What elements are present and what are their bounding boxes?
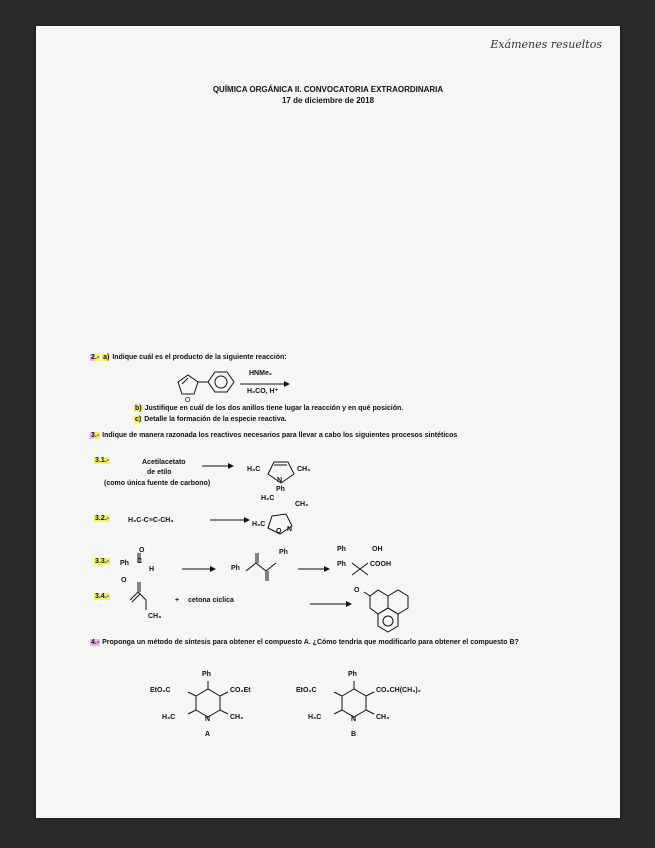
furan-ring: [178, 375, 198, 394]
q3-1-scheme: [198, 456, 328, 496]
phenanthrenone-ring-1: [370, 590, 388, 614]
compound-a-right: CO₂Et: [230, 687, 251, 694]
q2-part-b-label: b): [135, 405, 142, 412]
q3-1-start-line2: de etilo: [147, 469, 172, 476]
q3-4-ch3: CH₃: [148, 613, 162, 620]
q2-part-a-text: Indique cuál es el producto de la siguiente reacción:: [112, 354, 287, 361]
q2-part-a-label: a): [103, 354, 110, 361]
q3-4-plus: +: [175, 597, 180, 604]
q2-reagent-bottom: H₂CO, H⁺: [247, 388, 279, 395]
q3-1-label: 3.1.-: [95, 457, 110, 464]
q3-2-label: 3.2.-: [95, 515, 110, 522]
compound-b-label: B: [351, 731, 357, 738]
question-3: [90, 431, 457, 441]
q3-2-n: N: [287, 526, 293, 533]
q2-part-c-text: Detalle la formación de la especie reactiva.: [144, 416, 287, 423]
compound-a-ph: Ph: [202, 671, 211, 678]
q2-part-b: [134, 404, 403, 414]
q4-text: Proponga un método de síntesis para obtener el compuesto A. ¿Cómo tendría que modificarlo para obtener el compuesto B?: [102, 639, 519, 646]
q2-reagent-top: HNMe₂: [249, 370, 272, 377]
q3-3-ph4: Ph: [337, 546, 346, 553]
question-2: [90, 353, 287, 363]
q3-1-n: N: [277, 477, 283, 484]
compound-b-left: EtO₂C: [296, 687, 317, 694]
exam-title-line1: QUÍMICA ORGÁNICA II. CONVOCATORIA EXTRAORDINARIA: [212, 85, 444, 94]
compound-a-n: N: [205, 716, 211, 723]
q3-2-h3c-bottom: H₃C: [252, 521, 266, 528]
q3-number: 3.-: [91, 432, 100, 439]
q3-text: Indique de manera razonada los reactivos necesarios para llevar a cabo los siguientes procesos sintéticos: [102, 432, 458, 439]
q3-3-label: 3.3.-: [95, 558, 110, 565]
q2-part-c: [134, 415, 287, 425]
exam-page: [36, 26, 620, 818]
compound-a-ch3: CH₃: [230, 714, 244, 721]
q3-2-h3c-top: H₃C: [261, 495, 275, 502]
q3-3-ph3: Ph: [279, 549, 288, 556]
q2-number: 2.-: [91, 354, 100, 361]
q3-3-oh: OH: [372, 546, 383, 553]
q3-1-ph: Ph: [276, 486, 285, 493]
q3-3-h: H: [149, 566, 155, 573]
q2-part-c-label: c): [135, 416, 142, 423]
compound-a-structure: [156, 676, 276, 746]
bleed-through-text: [286, 132, 288, 139]
exam-title-date: 17 de diciembre de 2018: [281, 96, 375, 105]
compound-a-left: EtO₂C: [150, 687, 171, 694]
q3-4-label: 3.4.-: [95, 593, 110, 600]
q3-2-ch3: CH₃: [295, 501, 309, 508]
handwritten-note: Exámenes resueltos: [490, 38, 602, 51]
q3-1-ch3: CH₃: [297, 466, 311, 473]
q3-2-start: H₃C-C≡C-CH₃: [128, 517, 174, 524]
q3-3-c: C: [137, 558, 143, 565]
phenanthrenone-ring-2: [388, 590, 408, 614]
q3-3-o: O: [139, 547, 145, 554]
exam-title: [36, 84, 620, 106]
q3-1-start-line3: (como única fuente de carbono): [104, 480, 211, 487]
question-4: [90, 638, 560, 648]
phenanthrenone-ring-3: [378, 608, 398, 632]
q3-2-o: O: [276, 528, 282, 535]
q2-part-b-text: Justifique en cuál de los dos anillos tiene lugar la reacción y en qué posición.: [144, 405, 404, 412]
q3-3-ph2: Ph: [231, 565, 240, 572]
q3-4-reagent: cetona cíclica: [188, 597, 234, 604]
compound-b-ph: Ph: [348, 671, 357, 678]
compound-b-n: N: [351, 716, 357, 723]
q3-3-ph5: Ph: [337, 561, 346, 568]
q3-3-ph1: Ph: [120, 560, 129, 567]
q3-3-cooh: COOH: [370, 561, 391, 568]
compound-b-right: CO₂CH(CH₃)₂: [376, 687, 421, 694]
q4-number: 4.-: [91, 639, 100, 646]
compound-a-ring: [196, 689, 220, 717]
compound-b-h3c: H₃C: [308, 714, 322, 721]
compound-a-label: A: [205, 731, 211, 738]
q3-4-product-o: O: [354, 587, 360, 594]
q3-1-h3c: H₃C: [247, 466, 261, 473]
compound-b-ch3: CH₃: [376, 714, 390, 721]
q3-4-o: O: [121, 577, 127, 584]
compound-b-ring: [342, 689, 366, 717]
benzene-ring: [208, 372, 234, 392]
compound-a-h3c: H₃C: [162, 714, 176, 721]
q3-1-start-line1: Acetilacetato: [142, 459, 186, 466]
furan-oxygen: O: [185, 397, 191, 404]
